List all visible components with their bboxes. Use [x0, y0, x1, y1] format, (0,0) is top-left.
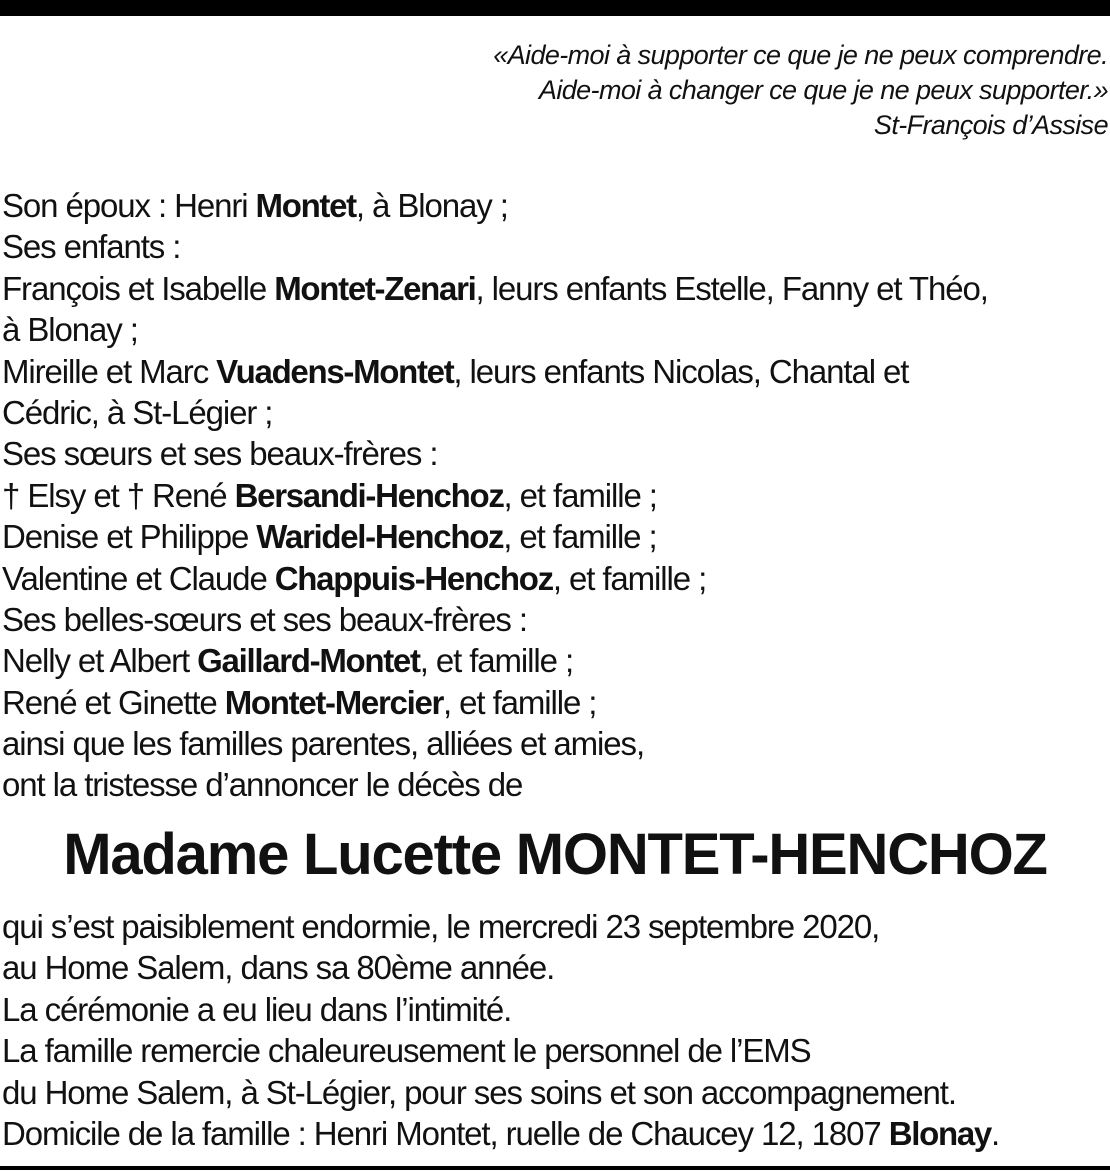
family-line: Ses belles-sœurs et ses beaux-frères :	[2, 600, 527, 638]
family-line: ont la tristesse d’annoncer le décès de	[2, 766, 523, 804]
quote-line-2: Aide-moi à changer ce que je ne peux supporter.»	[538, 75, 1108, 105]
closing-line: La cérémonie a eu lieu dans l’intimité.	[2, 990, 512, 1028]
family-line: François et Isabelle Montet-Zenari, leurs enfants Estelle, Fanny et Théo,	[2, 269, 988, 307]
top-rule	[0, 0, 1110, 16]
family-line: Son époux : Henri Montet, à Blonay ;	[2, 187, 508, 224]
quote-author: St-François d’Assise	[873, 110, 1108, 140]
quote-line-1: «Aide-moi à supporter ce que je ne peux comprendre.	[493, 40, 1108, 70]
family-line: Denise et Philippe Waridel-Henchoz, et famille ;	[2, 518, 657, 556]
deceased-name-heading: Madame Lucette MONTET-HENCHOZ	[63, 822, 1047, 887]
bottom-rule	[0, 1166, 1110, 1170]
family-line: Nelly et Albert Gaillard-Montet, et famille ;	[2, 642, 574, 680]
family-line: René et Ginette Montet-Mercier, et famille ;	[2, 683, 597, 721]
family-list	[2, 185, 1102, 806]
closing-text	[2, 906, 1102, 1154]
family-line: † Elsy et † René Bersandi-Henchoz, et famille ;	[2, 476, 657, 514]
family-line: Ses sœurs et ses beaux-frères :	[2, 435, 438, 473]
family-line: à Blonay ;	[2, 311, 138, 349]
family-line: Cédric, à St-Légier ;	[2, 393, 273, 431]
family-line: Ses enfants :	[2, 228, 181, 266]
closing-line: au Home Salem, dans sa 80ème année.	[2, 949, 555, 987]
closing-line: Domicile de la famille : Henri Montet, ruelle de Chaucey 12, 1807 Blonay.	[2, 1114, 1000, 1152]
family-line: Valentine et Claude Chappuis-Henchoz, et famille ;	[2, 559, 707, 597]
family-line: ainsi que les familles parentes, alliées et amies,	[2, 725, 645, 763]
closing-line: qui s’est paisiblement endormie, le mercredi 23 septembre 2020,	[2, 908, 880, 945]
epigraph-quote	[308, 38, 1108, 143]
family-line: Mireille et Marc Vuadens-Montet, leurs enfants Nicolas, Chantal et	[2, 352, 909, 390]
closing-line: La famille remercie chaleureusement le personnel de l’EMS	[2, 1032, 811, 1070]
closing-line: du Home Salem, à St-Légier, pour ses soins et son accompagnement.	[2, 1073, 956, 1111]
